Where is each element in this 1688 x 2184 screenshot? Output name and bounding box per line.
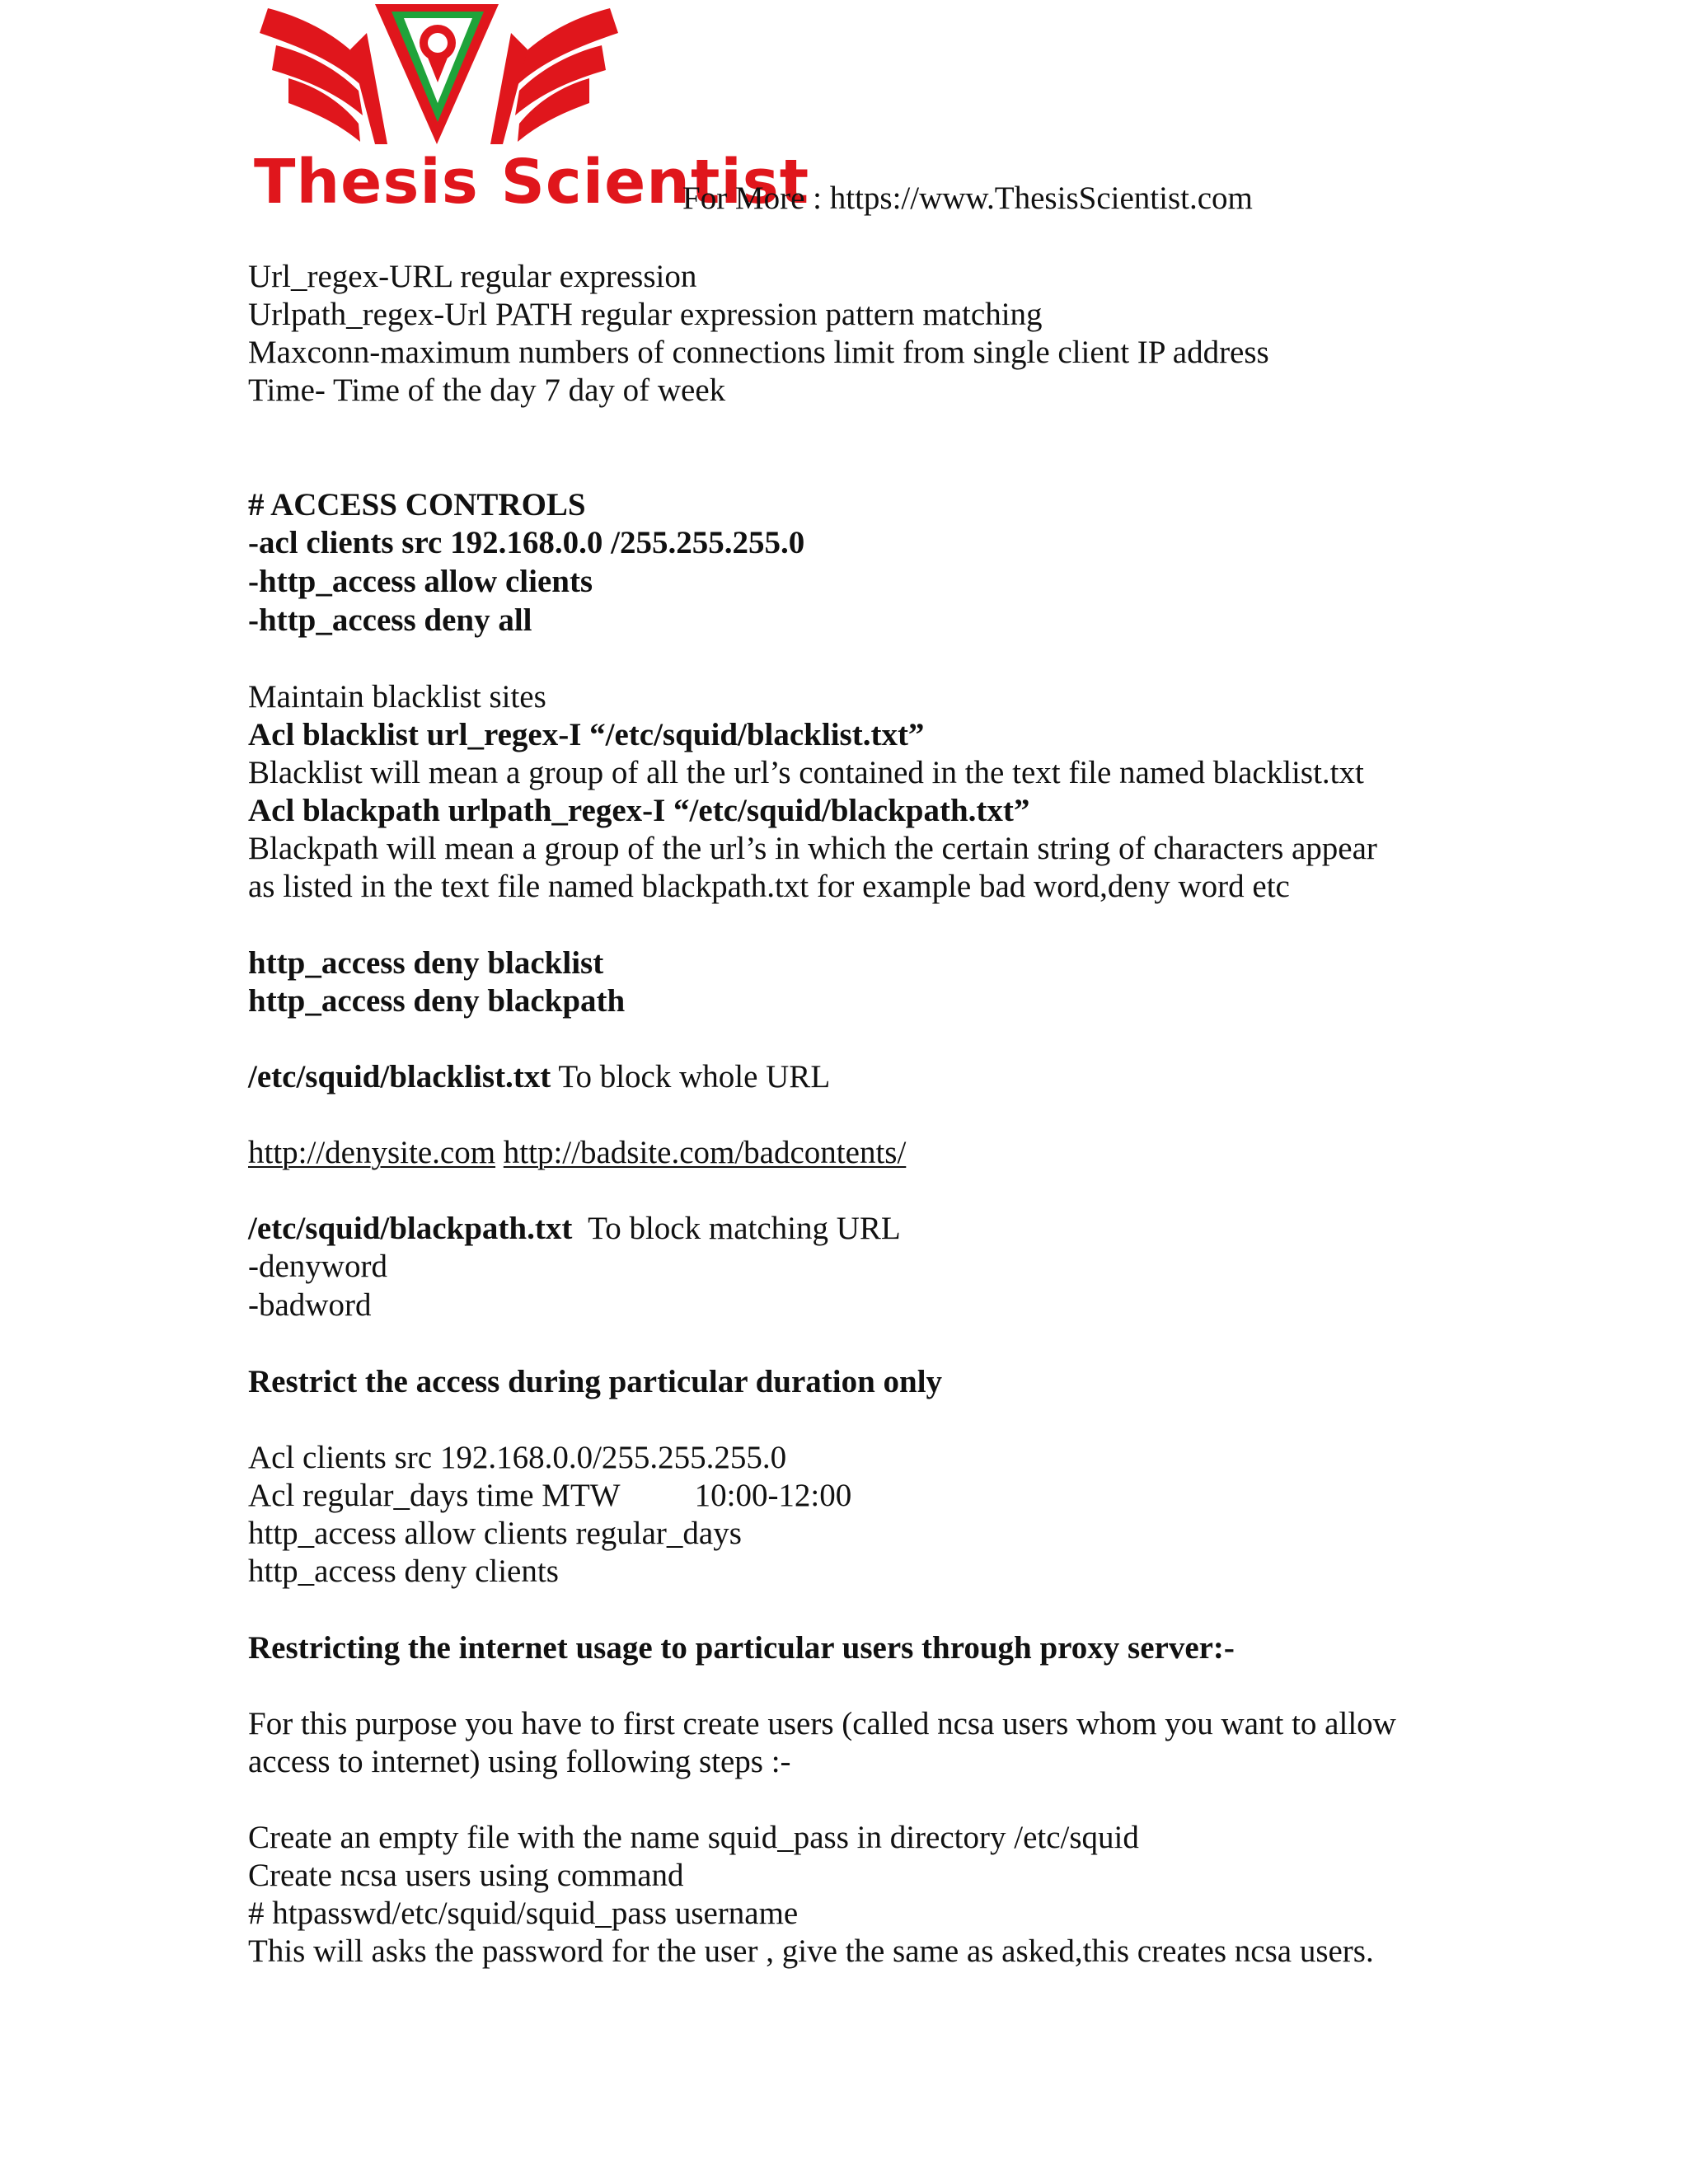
badsite-link[interactable]: http://badsite.com/badcontents/ <box>503 1135 907 1170</box>
denysite-link[interactable]: http://denysite.com <box>248 1135 496 1170</box>
definition-urlpath-regex: Urlpath_regex-Url PATH regular expression pattern matching <box>248 297 1043 332</box>
users-step-2: Create ncsa users using command <box>248 1858 684 1893</box>
blacklist-links-line <box>248 1134 906 1172</box>
definition-time: Time- Time of the day 7 day of week <box>248 373 726 408</box>
blackpath-item-denyword: -denyword <box>248 1249 387 1284</box>
blacklist-file-path: /etc/squid/blacklist.txt <box>248 1059 551 1094</box>
access-controls-heading: # ACCESS CONTROLS <box>248 487 586 523</box>
regular-days-time: 10:00-12:00 <box>694 1478 852 1513</box>
http-access-deny-line: -http_access deny all <box>248 602 532 638</box>
definition-maxconn: Maxconn-maximum numbers of connections limit from single client IP address <box>248 335 1269 370</box>
website-link[interactable]: For More : https://www.ThesisScientist.com <box>682 180 1253 216</box>
left-wing-icon <box>260 8 387 144</box>
duration-heading: Restrict the access during particular duration only <box>248 1364 943 1399</box>
blacklist-intro: Maintain blacklist sites <box>248 679 546 715</box>
blackpath-description-2: as listed in the text file named blackpath.txt for example bad word,deny word etc <box>248 869 1290 904</box>
duration-acl-regular-days <box>248 1477 851 1515</box>
users-paragraph-2: access to internet) using following steps :- <box>248 1744 791 1779</box>
acl-clients-line: -acl clients src 192.168.0.0 /255.255.255.0 <box>248 525 805 560</box>
acl-blacklist-line: Acl blacklist url_regex-I “/etc/squid/blacklist.txt” <box>248 717 925 752</box>
deny-blackpath-rule: http_access deny blackpath <box>248 983 626 1019</box>
users-step-4: This will asks the password for the user , give the same as asked,this creates ncsa users. <box>248 1933 1374 1969</box>
duration-deny-rule: http_access deny clients <box>248 1554 559 1589</box>
duration-allow-rule: http_access allow clients regular_days <box>248 1516 742 1551</box>
triangle-emblem-icon <box>375 4 499 144</box>
duration-acl-clients: Acl clients src 192.168.0.0/255.255.255.0 <box>248 1440 787 1475</box>
definition-url-regex: Url_regex-URL regular expression <box>248 259 697 294</box>
acl-blackpath-line: Acl blackpath urlpath_regex-I “/etc/squid/blackpath.txt” <box>248 793 1030 828</box>
blacklist-file-desc: To block whole URL <box>551 1059 831 1094</box>
blackpath-file-desc: To block matching URL <box>572 1211 901 1246</box>
users-step-1: Create an empty file with the name squid_pass in directory /etc/squid <box>248 1820 1139 1855</box>
users-heading: Restricting the internet usage to particular users through proxy server:- <box>248 1630 1235 1666</box>
regular-days-rule: Acl regular_days time MTW <box>248 1478 621 1513</box>
blacklist-description: Blacklist will mean a group of all the url’s contained in the text file named blacklist.txt <box>248 755 1364 790</box>
blackpath-file-line <box>248 1210 901 1248</box>
logo-wordmark: Thesis Scientist <box>254 147 810 218</box>
blacklist-file-line <box>248 1058 830 1096</box>
blackpath-file-path: /etc/squid/blackpath.txt <box>248 1211 573 1246</box>
blackpath-description-1: Blackpath will mean a group of the url’s in which the certain string of characters appear <box>248 831 1377 866</box>
right-wing-icon <box>490 8 618 144</box>
users-step-3: # htpasswd/etc/squid/squid_pass username <box>248 1896 799 1931</box>
deny-blacklist-rule: http_access deny blacklist <box>248 945 604 981</box>
http-access-allow-line: -http_access allow clients <box>248 564 593 599</box>
blackpath-item-badword: -badword <box>248 1287 372 1323</box>
users-paragraph-1: For this purpose you have to first create users (called ncsa users whom you want to allow <box>248 1706 1396 1741</box>
